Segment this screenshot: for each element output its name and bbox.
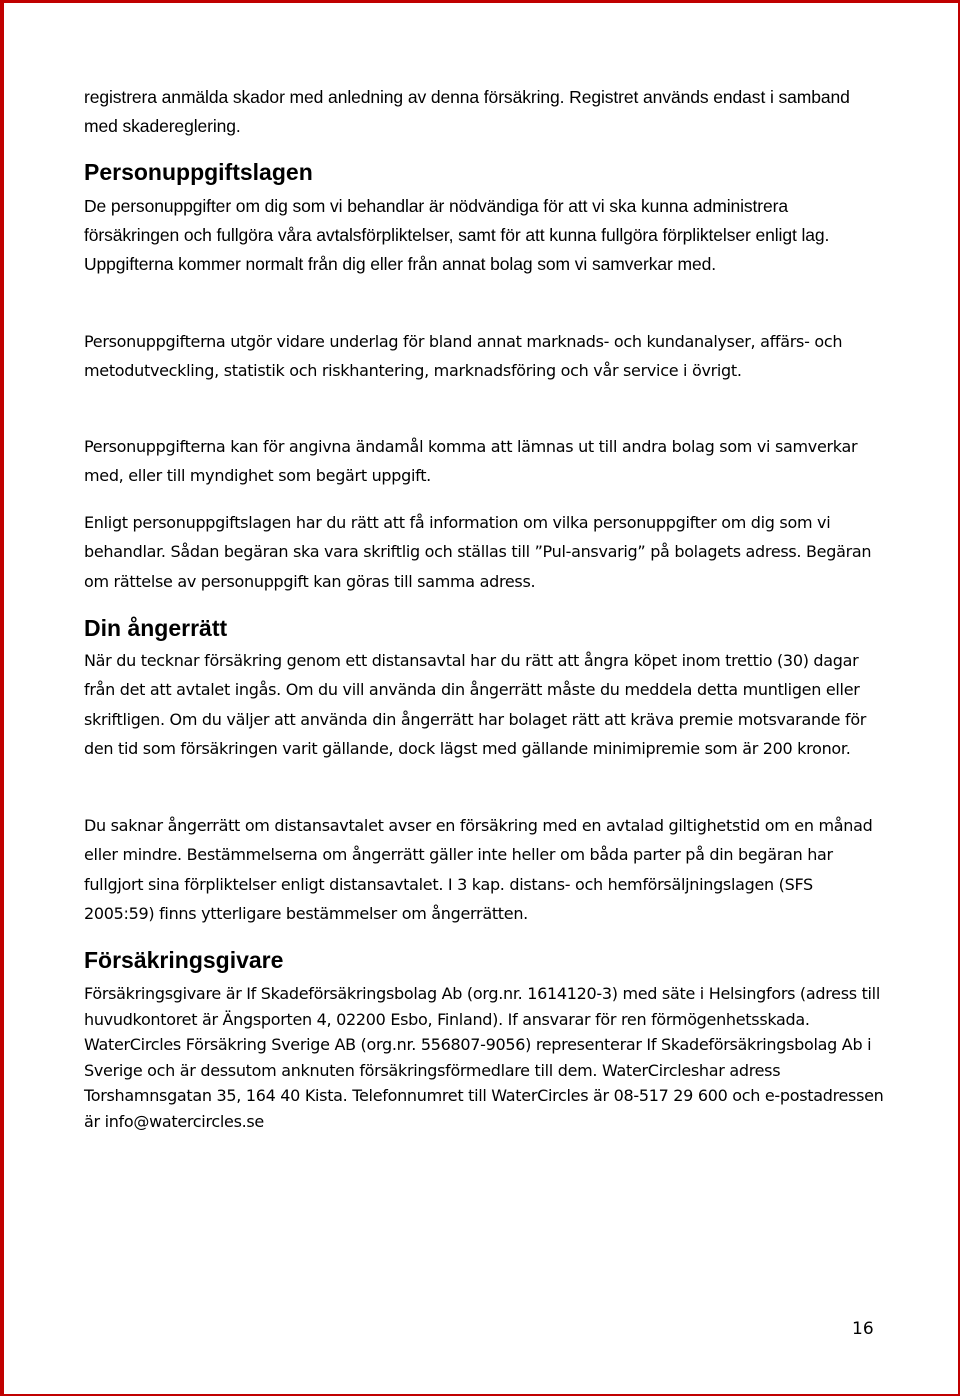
heading-forsakringsgivare: Försäkringsgivare [84, 947, 284, 973]
heading-din-angerratt: Din ångerrätt [84, 615, 228, 641]
paragraph-personuppgiftslagen-4: Enligt personuppgiftslagen har du rätt att få information om vilka personuppgifter om dig som vi behandlar. Sådan begäran ska vara skriftlig och ställas till ”Pul-ansvarig” på bolagets adress. Begäran om rättelse av personuppgift kan göras till samma adress. [84, 513, 872, 591]
paragraph-angerratt-1: När du tecknar försäkring genom ett distansavtal har du rätt att ångra köpet inom trettio (30) dagar från det att avtalet ingås. Om du vill använda din ångerrätt måste du meddela detta muntligen eller skriftligen. Om du väljer att använda din ångerrätt har bolaget rätt att kräva premie motsvarande för den tid som försäkringen varit gällande, dock lägst med gällande minimipremie som är 200 kronor. [84, 651, 867, 758]
paragraph-personuppgiftslagen-1: De personuppgifter om dig som vi behandlar är nödvändiga för att vi ska kunna administrera försäkringen och fullgöra våra avtalsförpliktelser, samt för att kunna fullgöra förpliktelser enligt lag. Uppgifterna kommer normalt från dig eller från annat bolag som vi samverkar med. [84, 196, 830, 274]
paragraph-forsakringsgivare: Försäkringsgivare är If Skadeförsäkringsbolag Ab (org.nr. 1614120-3) med säte i Helsingfors (adress till huvudkontoret är Ängsporten 4, 02200 Esbo, Finland). If ansvarar för ren förmögenhetsskada. WaterCircles Försäkring Sverige AB (org.nr. 556807-9056) representerar If Skadeförsäkringsbolag Ab i Sverige och är dessutom anknuten försäkringsförmedlare till dem. WaterCircleshar adress Torshamnsgatan 35, 164 40 Kista. Telefonnumret till WaterCircles är 08-517 29 600 och e-postadressen är info@watercircles.se [84, 984, 884, 1131]
intro-paragraph: registrera anmälda skador med anledning av denna försäkring. Registret används endast i samband med skadereglering. [84, 87, 850, 136]
page-number: 16 [852, 1319, 874, 1339]
heading-personuppgiftslagen: Personuppgiftslagen [84, 159, 313, 185]
paragraph-personuppgiftslagen-3: Personuppgifterna kan för angivna ändamål komma att lämnas ut till andra bolag som vi samverkar med, eller till myndighet som begärt uppgift. [84, 437, 858, 486]
paragraph-personuppgiftslagen-2: Personuppgifterna utgör vidare underlag för bland annat marknads- och kundanalyser, affärs- och metodutveckling, statistik och riskhantering, marknadsföring och vår service i övrigt. [84, 332, 843, 381]
paragraph-angerratt-2: Du saknar ångerrätt om distansavtalet avser en försäkring med en avtalad giltighetstid om en månad eller mindre. Bestämmelserna om ångerrätt gäller inte heller om båda parter på din begäran har fullgjort sina förpliktelser enligt distansavtalet. I 3 kap. distans- och hemförsäljningslagen (SFS 2005:59) finns ytterligare bestämmelser om ångerrätten. [84, 816, 873, 923]
